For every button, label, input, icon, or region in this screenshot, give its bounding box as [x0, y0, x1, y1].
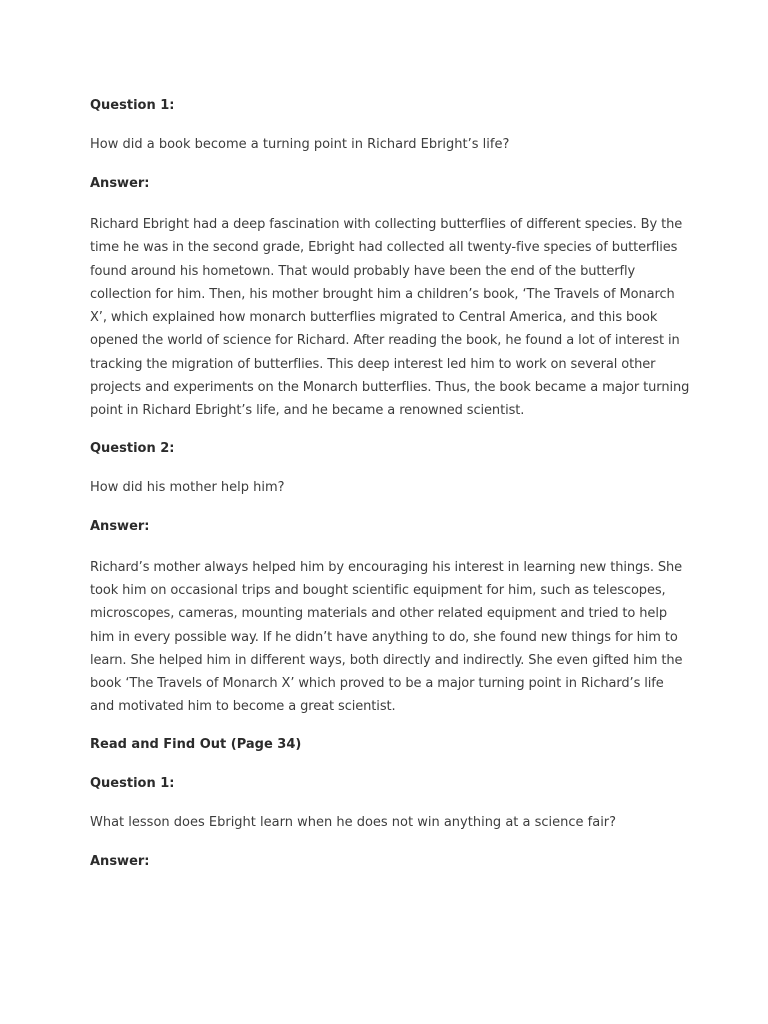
answer-heading-3: Answer: [90, 853, 150, 869]
answer-text-1: Richard Ebright had a deep fascination with collecting butterflies of different species. By the time he was in the second grade, Ebright had collected all twenty-five species of butterflies found around his hometown. That would probably have been the end of the butterfly collection for him. Then, his mother brought him a children’s book, ‘The Travels of Monarch X’, which explained how monarch butterflies migrated to Central America, and this book opened the world of science for Richard. After reading the book, he found a lot of interest in tracking the migration of butterflies. This deep interest led him to work on several other projects and experiments on the Monarch butterflies. Thus, the book became a major turning point in Richard Ebright’s life, and he became a renowned scientist. [90, 217, 690, 419]
answer-heading-1: Answer: [90, 176, 150, 191]
question-heading-1: Question 1: [90, 98, 175, 113]
answer-text-2: Richard’s mother always helped him by encouraging his interest in learning new things. She took him on occasional trips and bought scientific equipment for him, such as telescopes, microscopes, cameras, mounting materials and other related equipment and tried to help him in every possible way. If he didn’t have anything to do, she found new things for him to learn. She helped him in different ways, both directly and indirectly. She even gifted him the book ‘The Travels of Monarch X’ which proved to be a major turning point in Richard’s life and motivated him to become a great scientist. [90, 559, 683, 715]
question-text-3: What lesson does Ebright learn when he does not win anything at a science fair? [90, 814, 617, 830]
question-text-2: How did his mother help him? [90, 479, 285, 495]
question-heading-2: Question 2: [90, 440, 175, 456]
document-page [90, 96, 690, 891]
question-heading-3: Question 1: [90, 775, 175, 791]
question-text-1: How did a book become a turning point in Richard Ebright’s life? [90, 137, 510, 152]
section-heading: Read and Find Out (Page 34) [90, 736, 302, 752]
answer-heading-2: Answer: [90, 518, 150, 534]
